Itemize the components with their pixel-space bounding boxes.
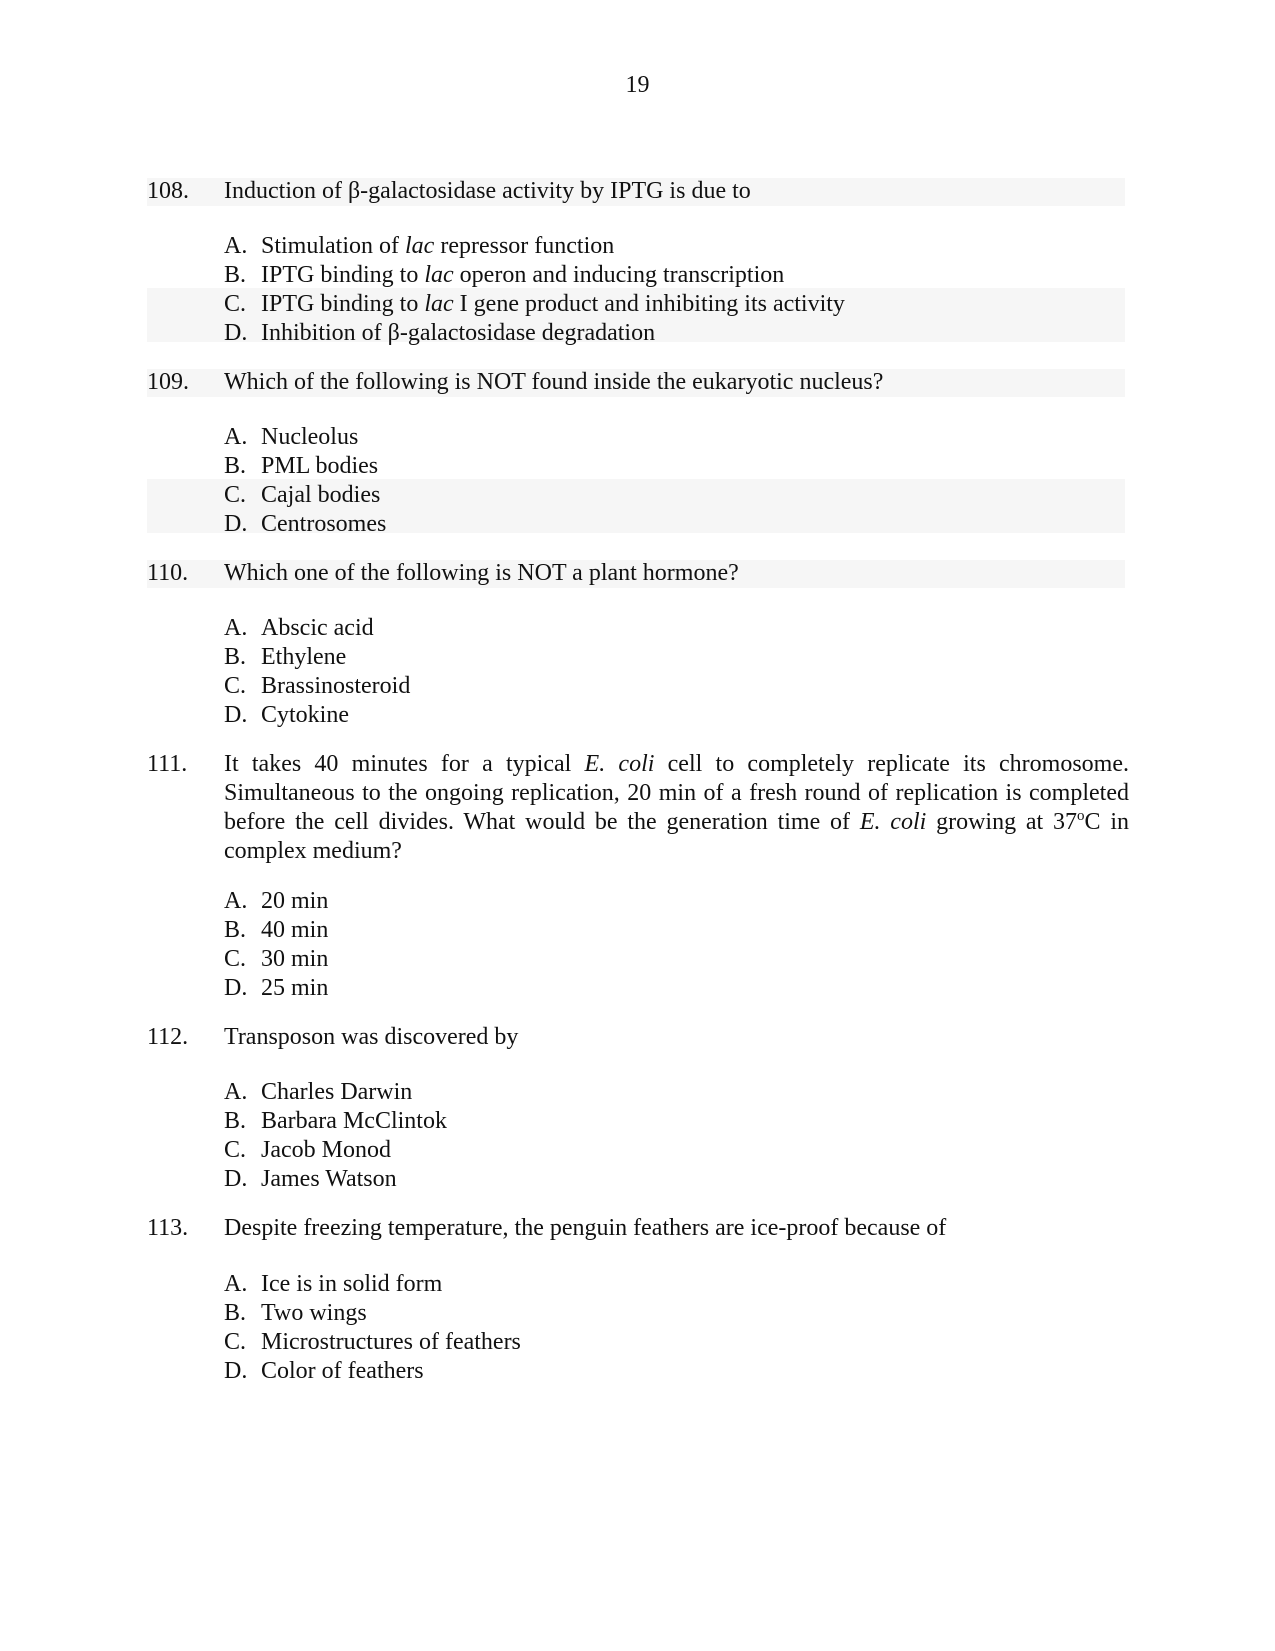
question-number: 111. [147,751,188,777]
option-b [224,916,328,945]
option-italic: lac [405,233,435,259]
option-text: Barbara McClintok [261,1108,447,1134]
option-a [224,614,410,643]
organism-name: E. coli [859,809,927,835]
option-c [224,1136,447,1165]
question-text-part: growing at 37 [926,809,1078,835]
option-c [224,672,410,701]
option-letter: B. [224,1300,247,1326]
option-letter: D. [224,1166,248,1192]
option-text: I gene product and inhibiting its activity [453,291,845,317]
option-text: 30 min [261,946,329,972]
option-a [224,232,845,261]
option-text: Microstructures of feathers [261,1329,521,1355]
option-list [224,887,328,1003]
question-text [224,750,1129,866]
option-letter: A. [224,233,248,259]
option-text: Abscic acid [261,615,374,641]
option-text: 40 min [261,917,329,943]
option-text: repressor function [434,233,615,259]
option-text: Inhibition of β-galactosidase degradation [261,320,656,346]
option-letter: D. [224,702,248,728]
option-letter: A. [224,888,248,914]
option-text: IPTG binding to [261,262,425,288]
option-text: Two wings [261,1300,367,1326]
option-text: IPTG binding to [261,291,425,317]
option-letter: A. [224,1271,248,1297]
option-d [224,1165,447,1194]
option-a [224,1270,521,1299]
option-c [224,481,386,510]
question-number: 112. [147,1024,189,1050]
page-number: 19 [625,72,650,98]
option-list [224,1270,521,1386]
option-letter: C. [224,291,247,317]
question-text: Which of the following is NOT found inside the eukaryotic nucleus? [224,369,884,395]
option-text: Charles Darwin [261,1079,413,1105]
option-text: Cytokine [261,702,349,728]
question-text-part: cell to completely replicate its chromosome. Simultaneous to the ongoing replication, 20 min of a fresh round of replication is completed before the cell divides. What would be the generation time of [224,751,1129,835]
option-text: Brassinosteroid [261,673,411,699]
option-d [224,1357,521,1386]
question-number: 108. [147,178,189,204]
option-b [224,261,845,290]
option-letter: A. [224,424,248,450]
question-number: 109. [147,369,189,395]
option-letter: B. [224,917,247,943]
question-text-part: It takes 40 minutes for a typical [224,751,585,777]
option-letter: C. [224,1329,247,1355]
option-list [224,614,410,730]
option-text: PML bodies [261,453,379,479]
option-a [224,423,386,452]
option-a [224,887,328,916]
option-list [224,423,386,539]
option-d [224,510,386,539]
option-text: Ice is in solid form [261,1271,443,1297]
option-letter: D. [224,1358,248,1384]
question-number: 110. [147,560,189,586]
option-b [224,1107,447,1136]
option-text: 20 min [261,888,329,914]
question-text: Induction of β-galactosidase activity by IPTG is due to [224,178,751,204]
option-text: Nucleolus [261,424,359,450]
question-text: Which one of the following is NOT a plant hormone? [224,560,739,586]
option-letter: C. [224,1137,247,1163]
option-letter: B. [224,262,247,288]
option-letter: D. [224,320,248,346]
option-italic: lac [424,291,454,317]
option-letter: D. [224,975,248,1001]
option-letter: C. [224,482,247,508]
option-d [224,319,845,348]
question-number: 113. [147,1215,189,1241]
organism-name: E. coli [584,751,655,777]
degree-superscript: o [1077,808,1085,824]
option-text: operon and inducing transcription [453,262,785,288]
option-b [224,1299,521,1328]
option-c [224,1328,521,1357]
option-text: 25 min [261,975,329,1001]
option-letter: C. [224,673,247,699]
option-list [224,232,845,348]
option-text: Ethylene [261,644,347,670]
option-text: Centrosomes [261,511,387,537]
option-c [224,945,328,974]
option-b [224,452,386,481]
option-text: James Watson [261,1166,397,1192]
question-text: Transposon was discovered by [224,1024,519,1050]
option-c [224,290,845,319]
option-list [224,1078,447,1194]
option-text: Jacob Monod [261,1137,391,1163]
option-letter: A. [224,615,248,641]
option-italic: lac [424,262,454,288]
option-text: Cajal bodies [261,482,381,508]
option-d [224,974,328,1003]
option-text: Color of feathers [261,1358,424,1384]
option-letter: A. [224,1079,248,1105]
option-letter: B. [224,644,247,670]
option-text: Stimulation of [261,233,405,259]
option-a [224,1078,447,1107]
option-letter: C. [224,946,247,972]
question-text-part: C in complex medium? [224,809,1129,864]
option-letter: D. [224,511,248,537]
question-text: Despite freezing temperature, the penguin feathers are ice-proof because of [224,1215,947,1241]
option-letter: B. [224,453,247,479]
option-b [224,643,410,672]
option-letter: B. [224,1108,247,1134]
option-d [224,701,410,730]
